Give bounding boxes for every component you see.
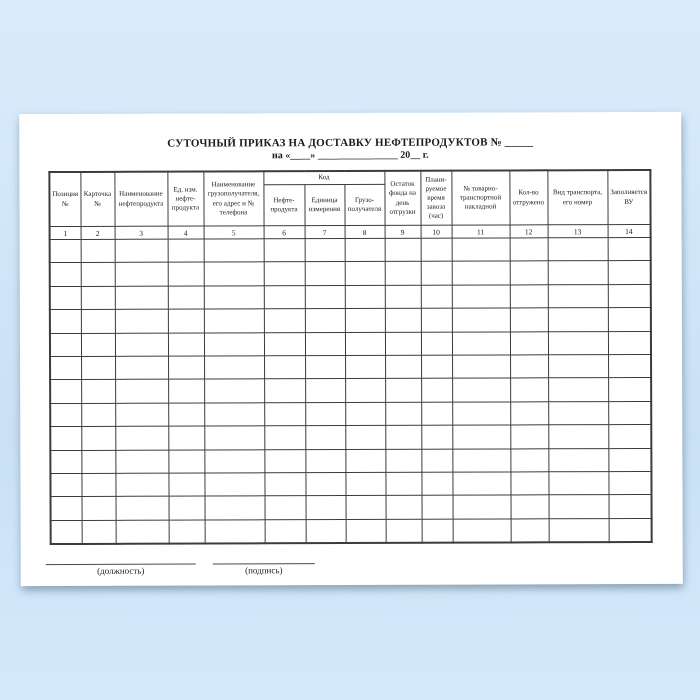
table-cell: [50, 427, 81, 450]
table-cell: [608, 425, 651, 449]
table-cell: [82, 520, 116, 544]
column-number: 10: [421, 225, 452, 238]
signature-position-line: [46, 555, 196, 566]
table-cell: [511, 518, 549, 542]
table-cell: [510, 238, 548, 262]
table-cell: [81, 473, 115, 497]
table-cell: [421, 285, 452, 308]
table-cell: [115, 309, 168, 333]
signature-block: [46, 553, 683, 577]
table-cell: [345, 285, 385, 309]
table-cell: [264, 449, 305, 473]
table-cell: [421, 262, 452, 285]
table-cell: [452, 355, 510, 379]
table-cell: [385, 355, 421, 379]
table-cell: [168, 473, 204, 497]
table-cell: [548, 284, 608, 308]
table-cell: [608, 331, 651, 355]
table-cell: [608, 308, 651, 332]
table-cell: [115, 403, 168, 427]
table-cell: [452, 425, 510, 449]
table-cell: [264, 332, 305, 356]
table-cell: [50, 263, 81, 286]
table-cell: [50, 239, 81, 262]
table-cell: [264, 262, 305, 286]
table-cell: [386, 519, 422, 543]
table-cell: [305, 332, 345, 356]
table-cell: [115, 450, 168, 474]
table-cell: [115, 286, 168, 310]
column-number: 4: [168, 226, 204, 239]
table-cell: [549, 495, 609, 519]
table-cell: [385, 449, 421, 473]
table-cell: [385, 472, 421, 496]
table-cell: [549, 518, 609, 542]
column-header: Ед. изм. нефтепродукта: [167, 172, 203, 227]
table-cell: [81, 426, 115, 450]
table-cell: [510, 285, 548, 309]
table-cell: [345, 449, 385, 473]
table-cell: [421, 449, 452, 472]
table-cell: [385, 402, 421, 426]
column-header: Карточка №: [80, 172, 114, 227]
table-cell: [81, 450, 115, 474]
column-header: Наименование нефтепродукта: [114, 172, 167, 227]
table-cell: [345, 379, 385, 403]
table-row: [50, 331, 651, 356]
table-cell: [82, 497, 116, 521]
table-cell: [50, 356, 81, 379]
table-cell: [305, 402, 345, 426]
form-date-line: на «____» ________________ 20__ г.: [271, 149, 429, 162]
table-cell: [421, 308, 452, 331]
table-cell: [608, 471, 651, 495]
table-cell: [115, 426, 168, 450]
column-header: Кол-во отгружено: [509, 170, 547, 225]
table-cell: [204, 403, 264, 427]
table-cell: [204, 426, 264, 450]
table-cell: [81, 309, 115, 333]
table-cell: [345, 238, 385, 262]
table-cell: [204, 262, 264, 286]
table-cell: [81, 286, 115, 310]
table-cell: [385, 379, 421, 403]
table-cell: [608, 448, 651, 472]
table-row: [50, 261, 651, 286]
table-cell: [81, 356, 115, 380]
form-title: СУТОЧНЫЙ ПРИКАЗ НА ДОСТАВКУ НЕФТЕПРОДУКТОВ № _____: [167, 136, 534, 150]
column-header: Планируемое время завоза (час): [420, 171, 451, 226]
table-cell: [548, 331, 608, 355]
table-row: [50, 284, 651, 309]
column-header: Заполняется ВУ: [607, 170, 650, 225]
table-cell: [385, 332, 421, 356]
table-cell: [305, 262, 345, 286]
table-cell: [204, 309, 264, 333]
table-cell: [305, 379, 345, 403]
table-cell: [50, 380, 81, 403]
table-cell: [51, 520, 82, 544]
table-cell: [265, 496, 306, 520]
table-cell: [346, 496, 386, 520]
table-cell: [169, 496, 205, 520]
table-cell: [264, 473, 305, 497]
table-cell: [510, 378, 548, 402]
table-cell: [609, 495, 652, 519]
column-header: Вид транспорта, его номер: [547, 170, 607, 225]
table-cell: [305, 239, 345, 263]
table-cell: [422, 519, 453, 543]
table-cell: [548, 472, 608, 496]
table-cell: [168, 239, 204, 263]
table-cell: [452, 448, 510, 472]
table-cell: [510, 402, 548, 426]
column-header: № товарно-транспортной накладной: [451, 170, 509, 225]
table-row: [50, 354, 651, 379]
table-cell: [204, 286, 264, 310]
table-cell: [452, 308, 510, 332]
order-table: [48, 169, 652, 545]
column-number: 14: [608, 224, 651, 237]
table-cell: [305, 426, 345, 450]
table-cell: [81, 403, 115, 427]
column-header: Остаток фонда на день отгрузки: [384, 171, 420, 226]
table-cell: [115, 379, 168, 403]
table-cell: [204, 473, 264, 497]
column-header: Наименование грузополучателя, его адрес и № телефона: [203, 171, 263, 226]
signature-sign-line: [213, 554, 315, 564]
table-cell: [345, 355, 385, 379]
table-cell: [50, 286, 81, 309]
header-row-top: [49, 170, 650, 186]
table-cell: [510, 448, 548, 472]
table-cell: [548, 425, 608, 449]
table-cell: [421, 238, 452, 261]
table-cell: [421, 425, 452, 448]
table-row: [50, 401, 651, 426]
table-cell: [115, 356, 168, 380]
table-cell: [510, 472, 548, 496]
table-cell: [116, 520, 169, 544]
table-cell: [422, 495, 453, 518]
column-number: 12: [510, 225, 548, 238]
table-cell: [205, 519, 265, 543]
table-cell: [385, 262, 421, 286]
table-cell: [169, 520, 205, 544]
table-cell: [168, 333, 204, 357]
table-cell: [548, 308, 608, 332]
table-cell: [452, 261, 510, 285]
signature-position: [46, 555, 196, 577]
table-cell: [50, 333, 81, 356]
table-cell: [346, 519, 386, 543]
table-cell: [50, 450, 81, 473]
table-cell: [81, 263, 115, 287]
column-header: Позиция №: [49, 172, 80, 227]
table-cell: [452, 332, 510, 356]
table-cell: [421, 355, 452, 378]
signature-sign: [213, 554, 315, 576]
table-cell: [115, 473, 168, 497]
column-number: 13: [548, 225, 608, 238]
table-cell: [452, 472, 510, 496]
table-cell: [264, 379, 305, 403]
table-cell: [608, 378, 651, 402]
table-cell: [306, 519, 346, 543]
table-row: [50, 471, 651, 496]
table-cell: [50, 310, 81, 333]
table-cell: [510, 261, 548, 285]
table-cell: [452, 285, 510, 309]
table-cell: [50, 403, 81, 426]
table-cell: [548, 401, 608, 425]
table-cell: [305, 309, 345, 333]
column-number: 5: [204, 226, 264, 239]
table-cell: [305, 355, 345, 379]
table-cell: [452, 238, 510, 262]
column-number: 2: [81, 226, 115, 239]
table-cell: [386, 496, 422, 520]
table-cell: [608, 401, 651, 425]
table-cell: [345, 332, 385, 356]
column-header: Нефтепродукта: [263, 185, 304, 226]
table-cell: [548, 238, 608, 262]
table-row: [50, 237, 651, 262]
table-row: [50, 425, 651, 450]
table-cell: [421, 402, 452, 425]
table-cell: [385, 308, 421, 332]
table-cell: [168, 450, 204, 474]
table-cell: [115, 333, 168, 357]
table-cell: [168, 426, 204, 450]
table-cell: [305, 472, 345, 496]
table-cell: [608, 284, 651, 308]
document-page: [19, 112, 683, 586]
table-cell: [345, 472, 385, 496]
signature-sign-label: (подпись): [245, 565, 283, 576]
table-cell: [168, 286, 204, 310]
table-cell: [306, 496, 346, 520]
table-cell: [510, 355, 548, 379]
table-cell: [168, 262, 204, 286]
table-cell: [421, 332, 452, 355]
table-cell: [609, 518, 652, 542]
table-cell: [421, 378, 452, 401]
column-number: 7: [305, 226, 345, 239]
table-cell: [608, 354, 651, 378]
column-number: 11: [452, 225, 510, 238]
table-cell: [345, 402, 385, 426]
table-cell: [548, 261, 608, 285]
table-cell: [81, 239, 115, 263]
table-cell: [385, 425, 421, 449]
signature-position-label: (должность): [97, 565, 145, 576]
table-cell: [50, 473, 81, 496]
table-cell: [345, 426, 385, 450]
table-cell: [204, 379, 264, 403]
column-number: 6: [264, 226, 305, 239]
column-number: 3: [115, 226, 168, 239]
table-cell: [205, 496, 265, 520]
table-cell: [204, 356, 264, 380]
table-cell: [265, 519, 306, 543]
column-group-header: Код: [263, 171, 384, 185]
column-number: 1: [50, 226, 81, 239]
table-cell: [345, 262, 385, 286]
table-cell: [305, 285, 345, 309]
table-cell: [608, 261, 651, 285]
table-body: [50, 237, 652, 544]
table-cell: [168, 309, 204, 333]
column-header: Грузополучателя: [344, 184, 384, 225]
column-header: Единица измерения: [304, 185, 344, 226]
table-cell: [51, 497, 82, 520]
table-cell: [204, 239, 264, 263]
table-cell: [81, 380, 115, 404]
table-cell: [548, 355, 608, 379]
table-cell: [452, 402, 510, 426]
table-row: [50, 308, 651, 333]
table-cell: [264, 356, 305, 380]
table-cell: [548, 448, 608, 472]
table-cell: [511, 495, 549, 519]
table-cell: [345, 309, 385, 333]
column-number: 8: [345, 225, 385, 238]
table-cell: [264, 285, 305, 309]
column-number: 9: [385, 225, 421, 238]
table-cell: [385, 238, 421, 262]
table-cell: [115, 263, 168, 287]
table-cell: [264, 239, 305, 263]
table-row: [50, 378, 651, 403]
table-cell: [510, 308, 548, 332]
table-row: [50, 448, 651, 473]
table-cell: [264, 402, 305, 426]
table-cell: [608, 237, 651, 261]
table-cell: [453, 519, 511, 543]
table-cell: [81, 333, 115, 357]
table-cell: [168, 403, 204, 427]
table-row: [51, 495, 652, 520]
table-cell: [115, 239, 168, 263]
table-cell: [548, 378, 608, 402]
table-cell: [168, 379, 204, 403]
table-cell: [264, 309, 305, 333]
table-cell: [452, 378, 510, 402]
table-cell: [168, 356, 204, 380]
table-cell: [116, 496, 169, 520]
table-cell: [385, 285, 421, 309]
table-row: [51, 518, 652, 544]
table-cell: [510, 331, 548, 355]
table-cell: [264, 426, 305, 450]
table-cell: [421, 472, 452, 495]
table-cell: [204, 449, 264, 473]
table-cell: [453, 495, 511, 519]
table-cell: [204, 332, 264, 356]
table-cell: [305, 449, 345, 473]
table-cell: [510, 425, 548, 449]
